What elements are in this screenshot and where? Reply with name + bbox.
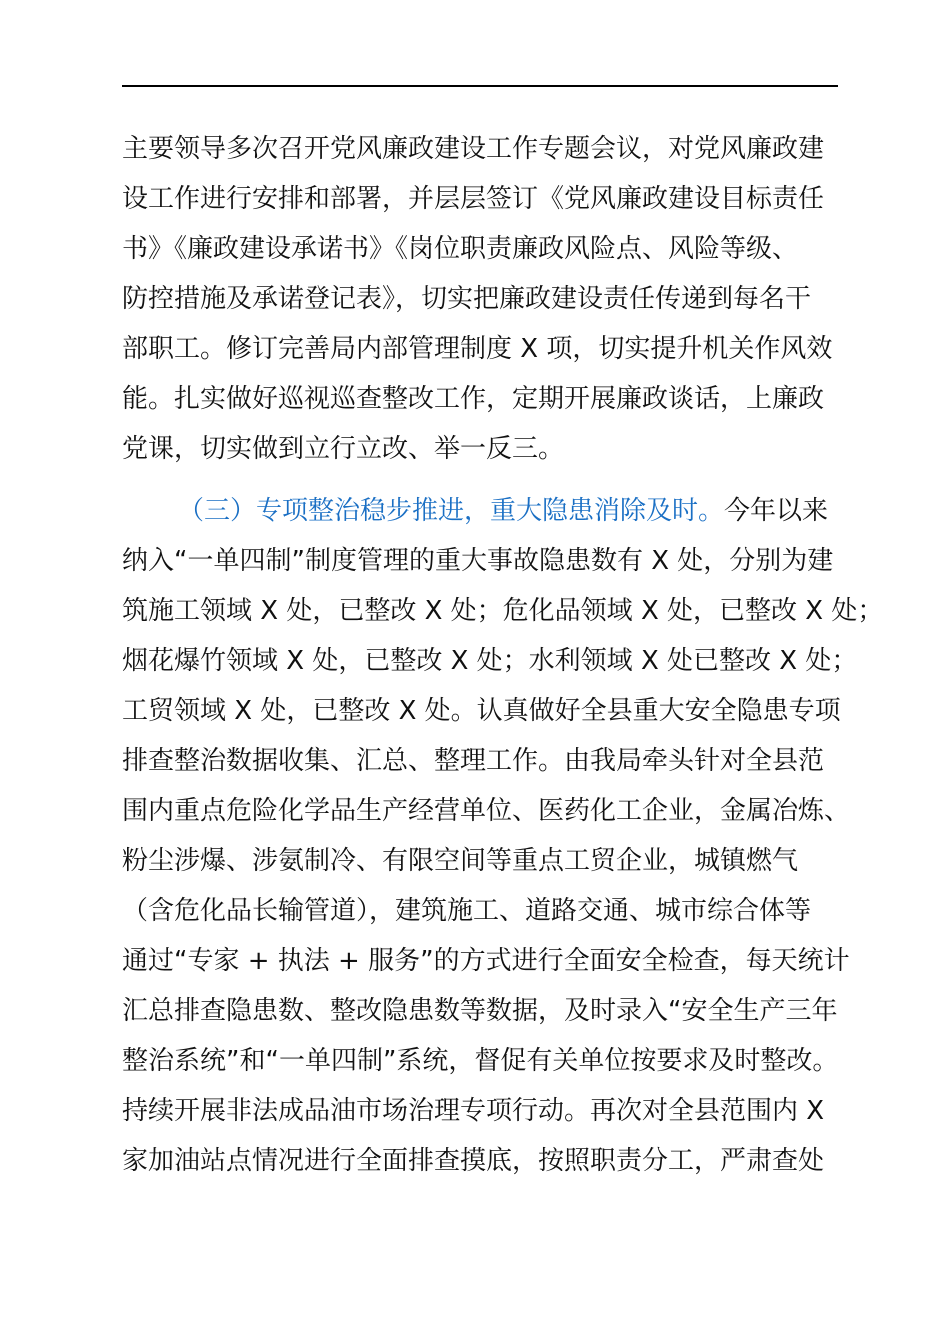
section-heading: （三）专项整治稳步推进，重大隐患消除及时。 — [178, 496, 725, 526]
text-line: 烟花爆竹领域 X 处，已整改 X 处；水利领域 X 处已整改 X 处； — [122, 646, 858, 676]
text-line: 筑施工领域 X 处，已整改 X 处；危化品领域 X 处，已整改 X 处； — [122, 596, 884, 626]
text-line: 设工作进行安排和部署，并层层签订《党风廉政建设目标责任 — [122, 184, 825, 214]
text-line: 持续开展非法成品油市场治理专项行动。再次对全县范围内 X — [122, 1096, 825, 1126]
text-line: （含危化品长输管道），建筑施工、道路交通、城市综合体等 — [122, 896, 812, 926]
text-line: 书》《廉政建设承诺书》《岗位职责廉政风险点、风险等级、 — [122, 234, 799, 264]
text-line-first — [122, 486, 862, 536]
text-line: 纳入“一单四制”制度管理的重大事故隐患数有 X 处，分别为建 — [122, 546, 834, 576]
text-line: 主要领导多次召开党风廉政建设工作专题会议，对党风廉政建 — [122, 134, 825, 164]
paragraph-spacer — [122, 474, 862, 486]
text-line: 排查整治数据收集、汇总、整理工作。由我局牵头针对全县范 — [122, 746, 825, 776]
text-line: 部职工。修订完善局内部管理制度 X 项，切实提升机关作风效 — [122, 334, 833, 364]
text-line: 整治系统”和“一单四制”系统，督促有关单位按要求及时整改。 — [122, 1046, 839, 1076]
text-line: 围内重点危险化学品生产经营单位、医药化工企业，金属冶炼、 — [122, 796, 851, 826]
text-line: 党课，切实做到立行立改、举一反三。 — [122, 434, 565, 464]
text-line: 粉尘涉爆、涉氨制冷、有限空间等重点工贸企业，城镇燃气 — [122, 846, 799, 876]
text-line: 家加油站点情况进行全面排查摸底，按照职责分工，严肃查处 — [122, 1146, 825, 1176]
paragraph-integrity — [122, 124, 862, 474]
text-line: 汇总排查隐患数、整改隐患数等数据，及时录入“安全生产三年 — [122, 996, 838, 1026]
text-line: 通过“专家 + 执法 + 服务”的方式进行全面安全检查，每天统计 — [122, 946, 850, 976]
document-body — [122, 124, 884, 1186]
paragraph-special-rectification — [122, 486, 884, 1186]
text-line: 能。扎实做好巡视巡查整改工作，定期开展廉政谈话，上廉政 — [122, 384, 825, 414]
text-line: 防控措施及承诺登记表》，切实把廉政建设责任传递到每名干 — [122, 284, 812, 314]
heading-followup-text: 今年以来 — [724, 496, 829, 526]
text-line: 工贸领域 X 处，已整改 X 处。认真做好全县重大安全隐患专项 — [122, 696, 841, 726]
header-rule — [122, 85, 838, 87]
